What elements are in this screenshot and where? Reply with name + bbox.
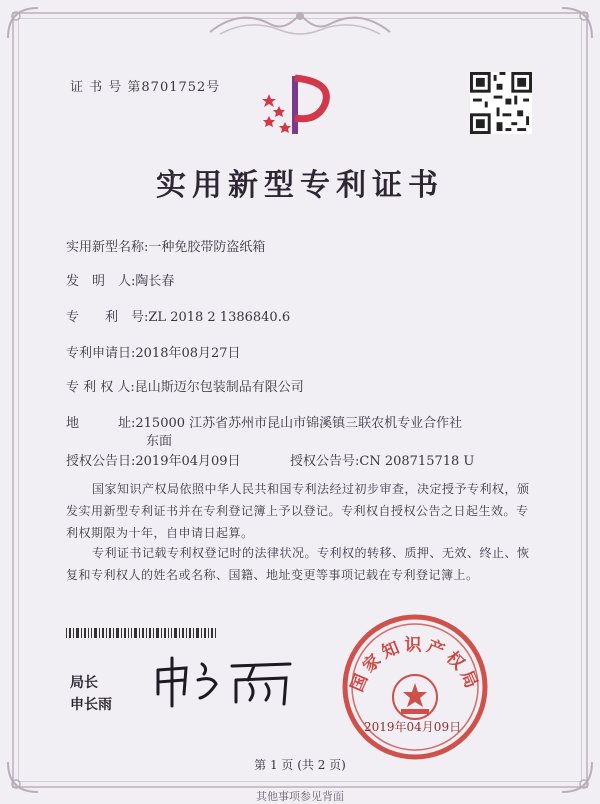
corner-ornament-icon (560, 6, 594, 40)
paragraph-legal-status: 专利证书记载专利权登记时的法律状况。专利权的转移、质押、无效、终止、恢复和专利权人的姓名或名称、国籍、地址变更等事项记载在专利登记簿上。 (66, 546, 530, 582)
field-value: 陶长春 (135, 274, 175, 289)
top-ornament-icon (200, 4, 400, 38)
seal-text: 国家知识产权局 (347, 635, 483, 695)
field-label: 专 利 权 人: (66, 380, 135, 395)
patent-office-logo-icon (255, 72, 335, 142)
field-inventor (66, 270, 174, 289)
field-label: 地 址: (66, 416, 136, 431)
director-name-label: 申长雨 (70, 697, 112, 713)
qr-code-icon (470, 72, 532, 134)
official-seal (340, 612, 490, 762)
page-number: 第 1 页 (共 2 页) (254, 758, 346, 772)
field-address-continued: 东面 (146, 434, 173, 449)
field-announce-date (66, 450, 241, 469)
field-value: 2018年08月27日 (135, 346, 241, 361)
field-value: 昆山斯迈尔包装制品有限公司 (134, 380, 304, 395)
field-label: 授权公告号: (290, 454, 360, 469)
field-patent-number (66, 306, 290, 325)
field-value: CN 208715718 U (359, 454, 475, 469)
field-label: 实用新型名称: (66, 240, 149, 255)
certificate-title: 实用新型专利证书 (156, 168, 444, 203)
director-title-label: 局长 (70, 675, 98, 691)
field-label: 发 明 人: (66, 274, 136, 289)
field-filing-date (66, 342, 241, 361)
field-patentee (66, 376, 304, 395)
field-value: 215000 江苏省苏州市昆山市锦溪镇三联农机专业合作社 (135, 416, 463, 431)
footer-note: 其他事项参见背面 (256, 790, 344, 803)
field-address (66, 412, 462, 431)
field-label: 专 利 号: (66, 310, 149, 325)
field-announce-number (290, 450, 474, 469)
field-value: ZL 2018 2 1386840.6 (148, 310, 291, 325)
field-label: 专利申请日: (66, 346, 136, 361)
paragraph-grant: 国家知识产权局依照中华人民共和国专利法经过初步审查，决定授予专利权，颁发实用新型专利证书并在专利登记簿上予以登记。专利权自授权公告之日起生效。专利权期限为十年，自申请日起算。 (66, 482, 530, 540)
seal-date: 2019年04月09日 (364, 720, 462, 734)
handwritten-signature (150, 650, 300, 710)
field-value: 2019年04月09日 (135, 454, 241, 469)
field-value: 一种免胶带防盗纸箱 (148, 240, 266, 255)
field-label: 授权公告日: (66, 454, 136, 469)
field-utility-name (66, 236, 265, 255)
barcode-icon (66, 628, 216, 638)
corner-ornament-icon (6, 6, 40, 40)
certificate-number: 证 书 号 第8701752号 (70, 80, 221, 95)
